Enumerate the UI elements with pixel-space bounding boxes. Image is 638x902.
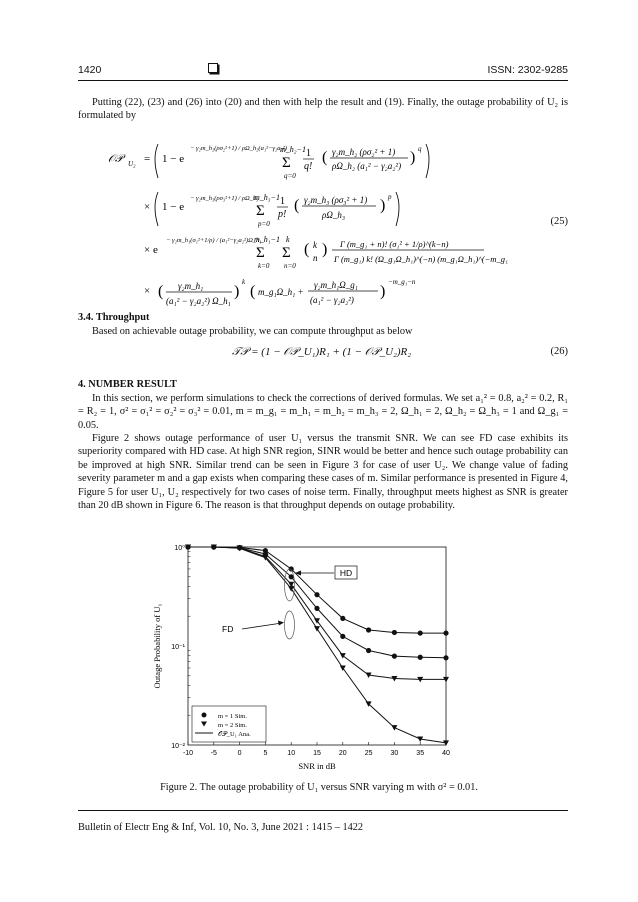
data-point-circle — [392, 654, 397, 659]
svg-text:(a₁² − γ₂a₂²): (a₁² − γ₂a₂²) — [310, 295, 354, 305]
legend-ana: 𝒪𝒫_U₁ Ana. — [218, 731, 251, 738]
hd-arrowhead — [295, 571, 301, 576]
equation-26-number: (26) — [550, 346, 568, 357]
data-point-triangle — [314, 626, 320, 632]
svg-text:): ) — [380, 197, 386, 214]
svg-text:): ) — [380, 283, 386, 300]
svg-text:(: ( — [294, 197, 300, 214]
svg-text:k: k — [313, 240, 317, 250]
svg-text:−m_g₁−n: −m_g₁−n — [388, 278, 416, 286]
x-tick-label: 10 — [287, 750, 296, 757]
svg-text:p: p — [388, 193, 392, 201]
equation-25-number: (25) — [550, 216, 568, 227]
svg-text:q=0: q=0 — [284, 172, 296, 180]
svg-text:q: q — [418, 145, 422, 153]
y-axis-label: Outage Probability of U₁ — [152, 603, 162, 689]
svg-text:Γ (m_g₁) k! (Ω_g₁Ω_h₁)^(−n) (m: Γ (m_g₁) k! (Ω_g₁Ω_h₁)^(−n) (m_g₁Ω_h₁)^(−m_g₁) — [334, 254, 508, 264]
x-axis-label: SNR in dB — [298, 761, 336, 771]
svg-text:(: ( — [250, 283, 256, 300]
issn: ISSN: 2302-9285 — [487, 64, 568, 76]
x-tick-label: 5 — [263, 750, 268, 757]
svg-text:𝒪𝒫: 𝒪𝒫 — [108, 153, 123, 165]
data-point-circle — [340, 616, 345, 621]
svg-text:γ₂m_h₁: γ₂m_h₁ — [178, 281, 204, 291]
chart-legend — [192, 706, 266, 742]
series-line-1 — [188, 547, 446, 658]
data-point-triangle — [391, 725, 397, 731]
y-tick-label: 10⁻² — [171, 743, 185, 750]
svg-text:γ₂m_h₂ (ρσ₂² + 1): γ₂m_h₂ (ρσ₂² + 1) — [332, 147, 396, 157]
paragraph-number-result-1: In this section, we perform simulations to check the corrections of derived formulas. We set a₁² = 0.8, a₂² = 0.2, R₁ = R₂ = 1, σ² = σ₁² = σ₂² = σ₃² = 0.01, m = m_g₁ = m_h₁ = m_h₂ = m_h₃ = 2, Ω_h₁ = 2, Ω_h₂ = Ω_h₃ = 1 and Ω_g₁ = 0.05. — [78, 393, 568, 431]
data-point-circle — [289, 574, 294, 579]
data-point-circle — [366, 627, 371, 632]
svg-text:×: × — [144, 201, 151, 213]
svg-text:Σ: Σ — [256, 245, 265, 261]
svg-text:q!: q! — [304, 161, 313, 172]
svg-text:k: k — [286, 235, 290, 244]
svg-text:(: ( — [304, 241, 310, 258]
data-point-circle — [392, 630, 397, 635]
svg-text:γ₂m_h₁Ω_g₁: γ₂m_h₁Ω_g₁ — [314, 280, 358, 290]
fd-label: FD — [222, 624, 234, 634]
y-tick-label: 10⁰ — [174, 545, 185, 552]
figure-2 — [150, 533, 470, 778]
section-heading-number-result: 4. NUMBER RESULT — [78, 379, 177, 390]
svg-text:ρΩ_h₂ (a₁² − γ₂a₂²): ρΩ_h₂ (a₁² − γ₂a₂²) — [332, 161, 402, 171]
svg-text:− γ₂m_h₁(σ₁²+1/ρ) / (a₁²−γ₂a₂²: − γ₂m_h₁(σ₁²+1/ρ) / (a₁²−γ₂a₂²)Ω_h₁ — [166, 237, 262, 244]
svg-text:1: 1 — [306, 148, 311, 159]
svg-text:Σ: Σ — [256, 203, 265, 219]
data-point-circle — [314, 592, 319, 597]
footer-rule — [78, 810, 568, 811]
svg-text:1 − e: 1 − e — [162, 201, 185, 213]
svg-text:× e: × e — [144, 244, 158, 256]
svg-text:U₂: U₂ — [128, 160, 136, 168]
svg-text:): ) — [322, 241, 328, 258]
header-rule — [78, 80, 568, 81]
x-tick-label: 30 — [390, 750, 399, 757]
svg-text:Σ: Σ — [282, 155, 291, 171]
data-point-circle — [366, 648, 371, 653]
svg-text:− γ₂m_h₃(ρσ₃²+1) / ρΩ_h₃: − γ₂m_h₃(ρσ₃²+1) / ρΩ_h₃ — [190, 195, 259, 202]
svg-text:γ₂m_h₃ (ρσ₃² + 1): γ₂m_h₃ (ρσ₃² + 1) — [304, 195, 368, 205]
hd-ellipse — [285, 569, 295, 601]
fd-ellipse — [285, 611, 295, 639]
svg-text:(: ( — [158, 283, 164, 300]
svg-text:): ) — [410, 149, 416, 166]
data-point-circle — [314, 606, 319, 611]
equation-26: 𝒯𝒫 = (1 − 𝒪𝒫_U₁)R₁ + (1 − 𝒪𝒫_U₂)R₂ — [232, 346, 412, 358]
data-point-circle — [443, 655, 448, 660]
x-tick-label: -5 — [210, 750, 217, 757]
svg-text:): ) — [234, 283, 240, 300]
svg-text:n=0: n=0 — [284, 262, 296, 270]
fd-arrowhead — [278, 621, 284, 626]
x-tick-label: 25 — [364, 750, 373, 757]
y-tick-label: 10⁻¹ — [171, 644, 185, 651]
svg-text:=: = — [144, 153, 151, 165]
svg-text:m_h₁−1: m_h₁−1 — [254, 235, 280, 244]
paragraph-intro: Putting (22), (23) and (26) into (20) and then with help the result and (19). Finally, the outage probability of U₂ is formulated by — [78, 97, 568, 122]
hd-label: HD — [339, 568, 353, 578]
svg-text:×: × — [144, 285, 151, 297]
svg-text:1: 1 — [280, 196, 285, 207]
svg-text:p=0: p=0 — [258, 220, 270, 228]
x-tick-label: 20 — [338, 750, 347, 757]
data-point-circle — [443, 630, 448, 635]
x-tick-label: -10 — [182, 750, 194, 757]
x-tick-label: 40 — [442, 750, 450, 757]
page-number: 1420 — [78, 64, 102, 76]
legend-circle-marker — [202, 713, 207, 718]
svg-text:Γ (m_g₁ + n)! (σ₁² + 1/ρ)^(k−n: Γ (m_g₁ + n)! (σ₁² + 1/ρ)^(k−n) — [340, 239, 449, 249]
data-point-circle — [418, 655, 423, 660]
svg-text:m_h₃−1: m_h₃−1 — [254, 193, 280, 202]
svg-text:m_h₂−1: m_h₂−1 — [280, 145, 306, 154]
svg-text:n: n — [313, 253, 318, 263]
data-point-circle — [418, 630, 423, 635]
page-footer: Bulletin of Electr Eng & Inf, Vol. 10, No. 3, June 2021 : 1415 – 1422 — [78, 822, 364, 833]
svg-text:− γ₂m_h₂(ρσ₂²+1) / ρΩ_h₂(a₁²−γ: − γ₂m_h₂(ρσ₂²+1) / ρΩ_h₂(a₁²−γ₂a₂²) — [190, 145, 287, 152]
fd-arrow — [242, 623, 282, 629]
series-line-2 — [188, 547, 446, 679]
x-tick-label: 15 — [313, 750, 321, 757]
paragraph-number-result-2: Figure 2 shows outage performance of user U₁ versus the transmit SNR. We can see FD case exhibits its superiority compared with HD case. At high SNR region, SINR would be better and hence such outage probability can be improved at high SNR. Similar trend can be seen in Figure 3 for case of user U₂. We change value of fading severity parameter m and a gap exists when comparing these cases of m. Similar performance is presented in Figure 4, Figure 5 for user U₁, U₂ respectively for two cases of noise term. Finally, throughput meets highest as SNR is greater than 20 dB shown in Figure 6. The reason is that throughput depends on outage probability. — [78, 433, 568, 512]
legend-m1: m = 1 Sim. — [218, 713, 247, 720]
data-point-triangle — [288, 586, 294, 592]
svg-text:k=0: k=0 — [258, 262, 270, 270]
section-heading-throughput: 3.4. Throughput — [78, 312, 150, 323]
x-tick-label: 0 — [237, 750, 242, 757]
svg-text:1 − e: 1 − e — [162, 153, 185, 165]
outage-chart — [150, 533, 470, 773]
square-icon — [208, 63, 218, 73]
svg-text:p!: p! — [278, 209, 287, 220]
data-point-circle — [340, 634, 345, 639]
svg-text:(a₁² − γ₂a₂²) Ω_h₁: (a₁² − γ₂a₂²) Ω_h₁ — [166, 296, 231, 306]
svg-text:k: k — [242, 278, 246, 286]
svg-text:(: ( — [322, 149, 328, 166]
svg-text:m_g₁Ω_h₁ +: m_g₁Ω_h₁ + — [258, 287, 304, 297]
paragraph-throughput: Based on achievable outage probability, we can compute throughput as below — [92, 326, 413, 337]
legend-m2: m = 2 Sim. — [218, 722, 247, 729]
svg-text:ρΩ_h₃: ρΩ_h₃ — [322, 210, 345, 220]
svg-text:Σ: Σ — [282, 245, 291, 261]
equation-25 — [108, 138, 508, 308]
x-tick-label: 35 — [416, 750, 425, 757]
figure-caption: Figure 2. The outage probability of U₁ versus SNR varying m with σ² = 0.01. — [160, 782, 478, 793]
